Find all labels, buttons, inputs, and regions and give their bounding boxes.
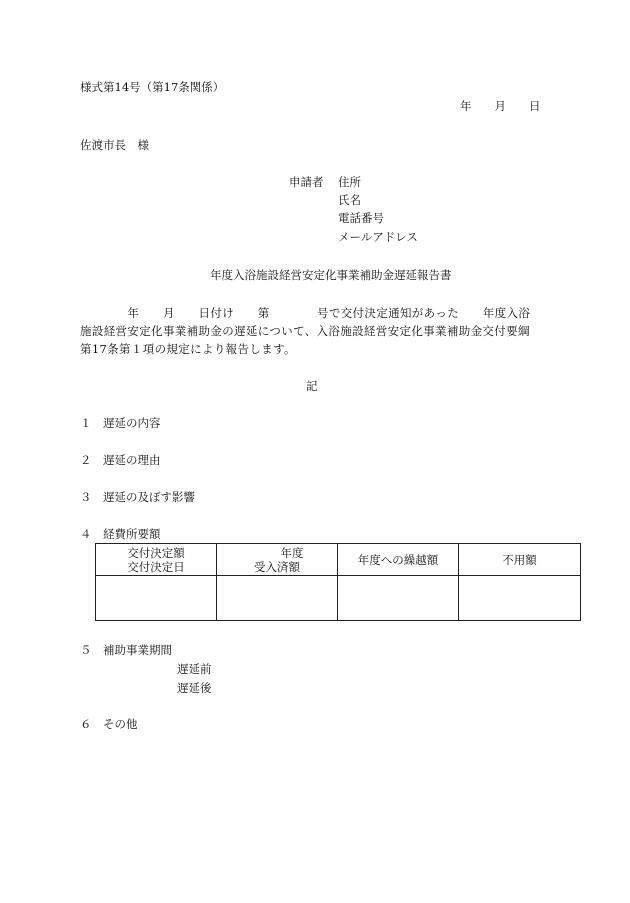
applicant-label: 申請者 (289, 175, 324, 189)
ki-heading: 記 (306, 379, 318, 393)
applicant-phone-label: 電話番号 (338, 211, 384, 225)
item-3-delay-impact: ３ 遅延の及ぼす影響 (80, 490, 195, 504)
header-received-amount (217, 544, 338, 576)
cell-carryover[interactable] (338, 576, 459, 621)
header-decision-date: 交付決定日 (127, 559, 185, 574)
header-unused-amount: 不用額 (459, 544, 581, 576)
document-title: 年度入浴施設経営安定化事業補助金遅延報告書 (210, 268, 452, 282)
item-1-delay-content: １ 遅延の内容 (80, 416, 161, 430)
report-date: 年 月 日 (460, 99, 541, 113)
applicant-email-label: メールアドレス (338, 230, 418, 244)
addressee: 佐渡市長 様 (80, 138, 149, 152)
body-line-1: 年 月 日付け 第 号で交付決定通知があった 年度入浴 (80, 306, 531, 320)
header-decision-amount-date (96, 544, 217, 576)
period-before-delay: 遅延前 (177, 662, 212, 676)
item-2-delay-reason: ２ 遅延の理由 (80, 453, 161, 467)
header-fiscal-year: 年度 (280, 545, 304, 560)
body-line-2: 施設経営安定化事業補助金の遅延について、入浴施設経営安定化事業補助金交付要綱 (80, 324, 530, 338)
header-carryover-amount: 年度への繰越額 (338, 544, 459, 576)
cell-decision[interactable] (96, 576, 217, 621)
applicant-name-label: 氏名 (338, 193, 361, 207)
cost-table-header (96, 544, 581, 576)
body-line-3: 第17条第１項の規定により報告します。 (80, 342, 296, 356)
item-6-other: ６ その他 (80, 717, 138, 731)
cell-received[interactable] (217, 576, 338, 621)
header-decision-amount: 交付決定額 (127, 545, 185, 560)
cell-unused[interactable] (459, 576, 581, 621)
applicant-address-label: 住所 (338, 175, 361, 189)
item-4-required-cost: ４ 経費所要額 (80, 527, 161, 541)
period-after-delay: 遅延後 (177, 681, 212, 695)
header-received: 受入済額 (254, 559, 300, 574)
item-5-project-period: ５ 補助事業期間 (80, 643, 172, 657)
table-row (96, 576, 581, 621)
cost-table (95, 543, 581, 621)
form-number: 様式第14号（第17条関係） (80, 80, 225, 94)
